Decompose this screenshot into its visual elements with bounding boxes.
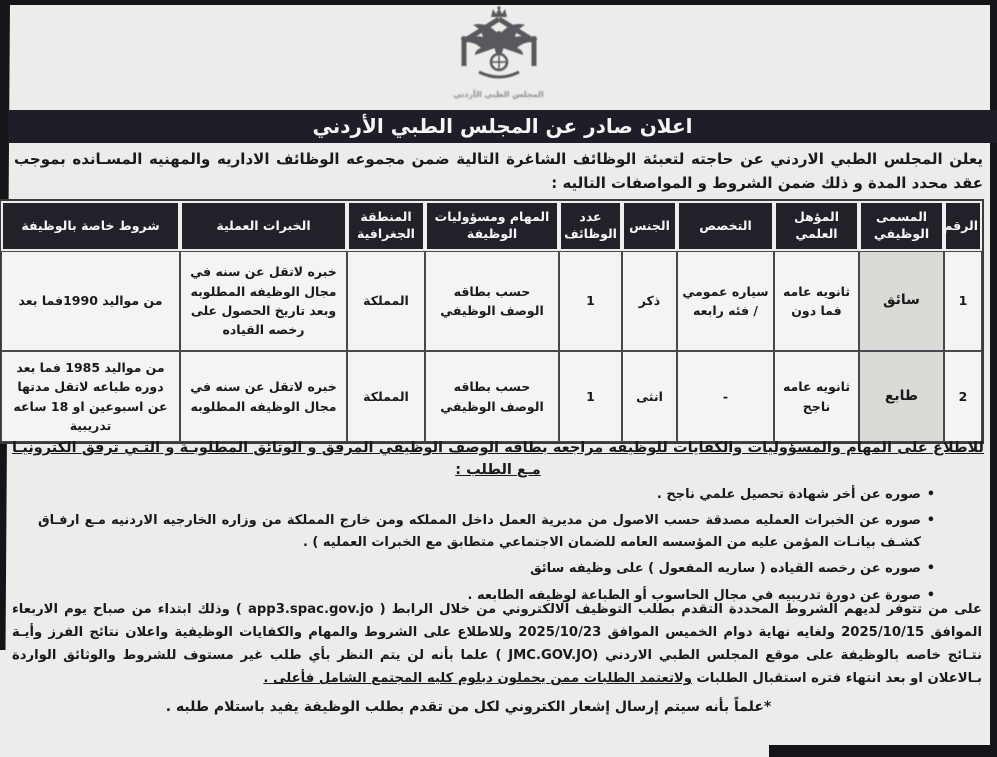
confirmation-note: *علماً بأنه سيتم إرسال إشعار الكتروني لكل من تقدم بطلب الوظيفة يفيد باستلام طلبه . [165,699,772,715]
intro-paragraph: يعلن المجلس الطبي الاردني عن حاجته لتعبئة الوظائف الشاغرة التالية ضمن مجموعه الوظائف الاداريه والمهنيه المسـانده بموجب عقد محدد المدة و ذلك ضمن الشروط و المواصفات التاليه : [14,150,983,192]
application-instructions-text: على من تتوفر لديهم الشروط المحددة التقدم بطلب التوظيف الالكتروني من خلال الرابط ( app3.spac.gov.jo ) وذلك ابتداء من صباح يوم الاربعاء الموافق 2025/10/15 ولغايه نهاية دوام الخميس الموافق 2025/10/23 وللاطلاع على الشروط والمهام والكفايات الوظيفية واعلان نتائج الفرز وأيـة نتـائج خاصه بالوظيفة على موقع المجلس الطبي الاردني (JMC.GOV.JO ) علما بأنه لن يتم النظر بأي طلب غير مستوف للشروط والوثائق الواردة بـالاعلان او بعد انتهاء فتره استقبال الطلبات [12,602,982,687]
table-row-driver [1,251,982,351]
table-row-typist [1,351,982,442]
cell-count: 1 [559,251,622,351]
diploma-exclusion-note: ولاتعتمد الطلبات ممن يحملون دبلوم كليه المجتمع الشامل فأعلى . [263,671,692,687]
column-header-gender: الجنس [622,201,677,251]
column-header-experience: الخبرات العملية [180,201,347,251]
vacancies-table [1,201,982,442]
required-documents-list [38,484,935,611]
announcement-title-banner: اعلان صادر عن المجلس الطبي الأردني [8,110,997,143]
documents-heading: للاطلاع على المهام والمسؤوليات والكفايات للوظيفه مراجعه بطاقه الوصف الوظيفي المرفق و الوثائق المطلوبـة و التـي ترفق الكترونيـا مـع الطلب : [12,440,984,479]
column-header-count: عدد الوظائف [559,201,622,251]
vacancies-table-frame [0,199,984,444]
cell-qualification: ثانويه عامه فما دون [774,251,859,351]
cell-qualification: ثانويه عامه ناجح [774,351,859,442]
cell-special-conditions: من مواليد 1990فما بعد [1,251,180,351]
cell-gender: انثى [622,351,677,442]
cell-number: 1 [944,251,982,351]
cell-number: 2 [944,351,982,442]
column-header-duties: المهام ومسؤوليات الوظيفة [425,201,559,251]
column-header-number: الرقم [944,201,982,251]
cell-region: المملكة [347,351,425,442]
cell-job-title: سائق [859,251,944,351]
column-header-specialty: التخصص [677,201,774,251]
column-header-qualification: المؤهل العلمي [774,201,859,251]
scan-edge-bottom [769,745,997,757]
cell-experience: خبره لاتقل عن سنه في مجال الوظيفه المطلوبه [180,351,347,442]
cell-job-title: طابع [859,351,944,442]
cell-specialty: سياره عمومي / فئه رابعه [677,251,774,351]
column-header-job-title: المسمى الوظيفي [859,201,944,251]
cell-duties: حسب بطاقه الوصف الوظيفي [425,251,559,351]
cell-gender: ذكر [622,251,677,351]
cell-duties: حسب بطاقه الوصف الوظيفي [425,351,559,442]
cell-region: المملكة [347,251,425,351]
requirement-item: • صوره عن الخبرات العمليه مصدقة حسب الاصول من مديرية العمل داخل المملكه ومن خارج المملكة من وزاره الخارجيه الاردنيه مـع ارفـاق كشـف بيانـات المؤمن عليه من المؤسسه العامه للضمان الاجتماعي متطابق مع الخبرات العمليه ) . [38,510,935,553]
column-header-region: المنطقة الجغرافية [347,201,425,251]
requirement-item: • صوره عن أخر شهادة تحصيل علمي ناجح . [38,484,935,505]
application-instructions [12,598,982,690]
cell-special-conditions: من مواليد 1985 فما بعد دوره طباعه لاتقل مدتها عن اسبوعين او 18 ساعه تدريبية [1,351,180,442]
emblem-caption: المجلس الطبي الأردني [453,90,544,99]
scan-edge-top [0,0,997,5]
header-emblem-block [0,6,997,99]
cell-experience: خبره لاتقل عن سنه في مجال الوظيفه المطلوبه وبعد تاريخ الحصول على رخصه القياده [180,251,347,351]
cell-count: 1 [559,351,622,442]
requirement-item: • صوره عن رخصه القياده ( ساريه المفعول ) على وظيفه سائق [38,558,935,579]
table-header-row [1,201,982,251]
cell-specialty: - [677,351,774,442]
jordan-coat-of-arms-icon [449,69,549,88]
column-header-special-conditions: شروط خاصة بالوظيفة [1,201,180,251]
requirement-item: • صورة عن دورة تدريبيه في مجال الحاسوب أو الطباعة لوظيفه الطابعه . [38,585,935,606]
